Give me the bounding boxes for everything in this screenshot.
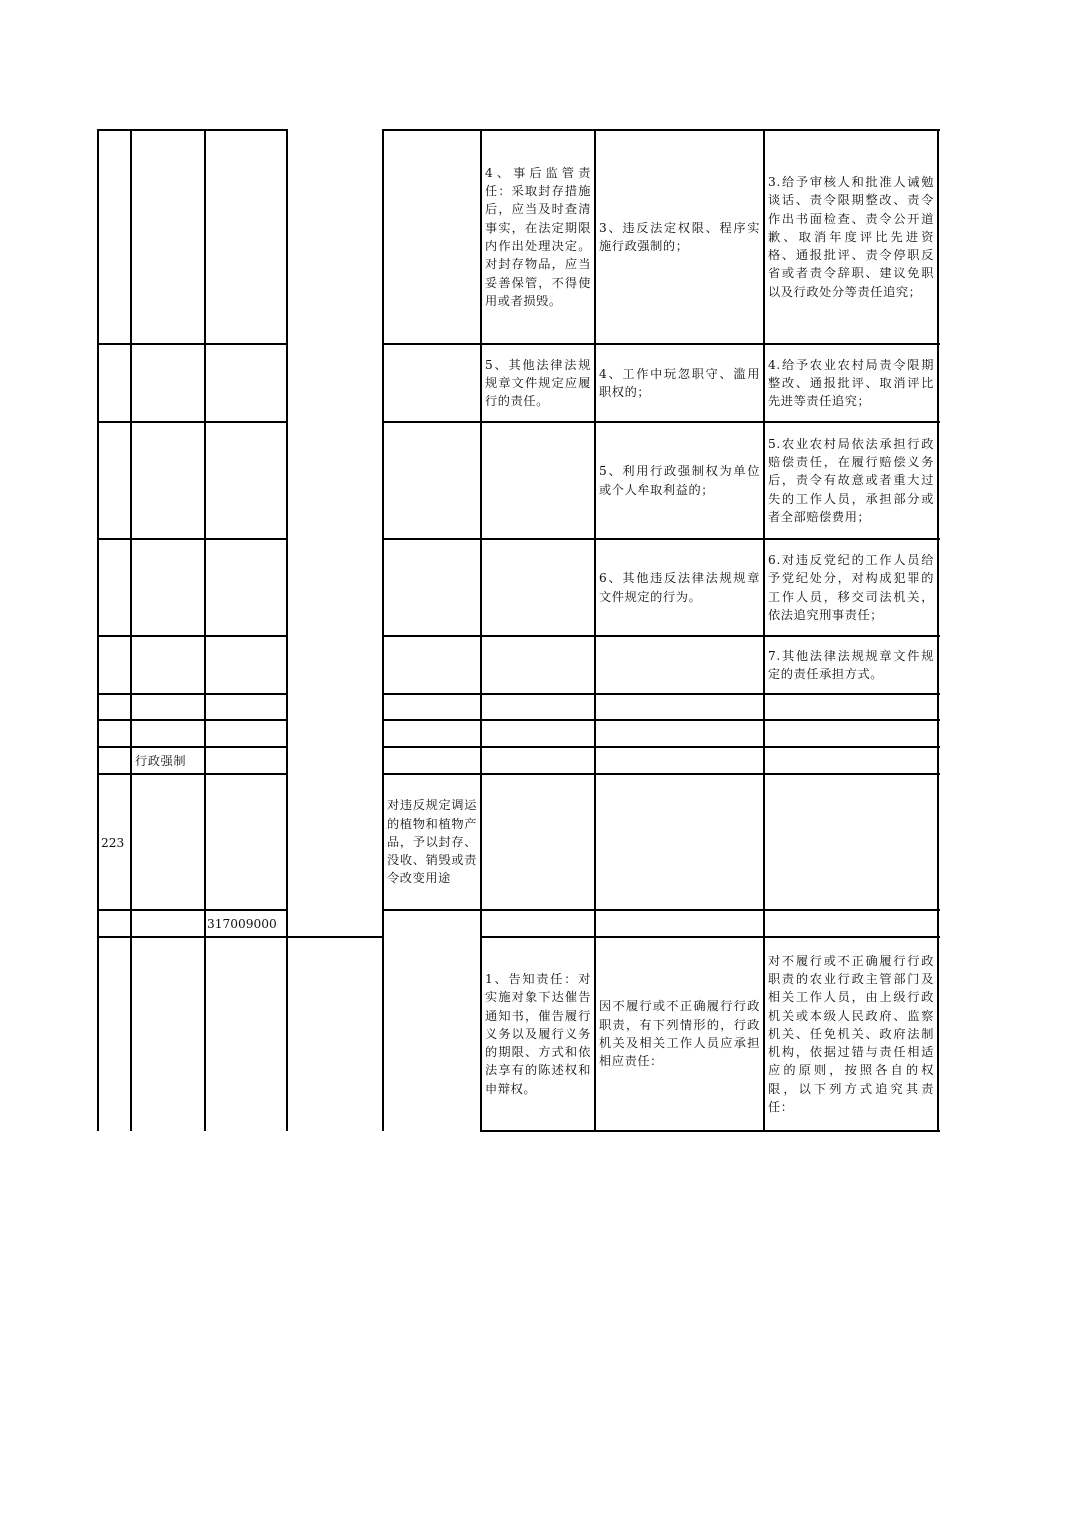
cell-text: 4.给予农业农村局责令限期整改、通报批评、取消评比先进等责任追究； [768, 357, 934, 409]
cell-r3-c7 [596, 423, 763, 538]
cell-r2-c7 [596, 345, 763, 421]
cell-r1-c8 [765, 131, 937, 343]
grid-line [97, 635, 287, 637]
cell-text: 7.其他法律法规规章文件规定的责任承担方式。 [768, 648, 934, 681]
cell-text: 5.农业农村局依法承担行政赔偿责任，在履行赔偿义务后，责令有故意或者重大过失的工作人员，承担部分或者全部赔偿费用； [768, 436, 934, 524]
cell-text: 3、违反法定权限、程序实施行政强制的； [599, 220, 760, 253]
grid-line [937, 129, 939, 1132]
cell-text: 6、其他违反法律法规规章文件规定的行为。 [599, 571, 760, 604]
cell-text: 3.给予审核人和批准人诫勉谈话、责令限期整改、责令作出书面检查、责令公开道歉、取消年度评比先进资格、通报批评、责令停职反省或者责令辞职、建议免职以及行政处分等责任追究； [768, 174, 934, 299]
grid-line [382, 129, 384, 1131]
cell-text: 对不履行或不正确履行行政职责的农业行政主管部门及相关工作人员，由上级行政机关或本级人民政府、监察机关、任免机关、政府法制机构，依据过错与责任相适应的原则，按照各自的权限，以下列方式追究其责任： [768, 953, 934, 1115]
grid-line [97, 129, 99, 1131]
item-number: 223 [101, 836, 125, 850]
grid-line [130, 129, 132, 1131]
cell-text: 因不履行或不正确履行行政职责，有下列情形的，行政机关及相关工作人员应承担相应责任： [599, 999, 760, 1069]
grid-line [97, 343, 287, 345]
grid-line [383, 909, 940, 911]
cell-text: 1、告知责任：对实施对象下达催告通知书，催告履行义务以及履行义务的期限、方式和依法享有的陈述权和申辩权。 [485, 971, 591, 1096]
cell-r4-c7 [596, 540, 763, 635]
item-code: 317009000 [207, 917, 277, 931]
grid-line [97, 693, 287, 695]
grid-line [97, 746, 287, 748]
grid-line [97, 773, 287, 775]
grid-line [383, 693, 940, 695]
grid-line [97, 936, 384, 938]
cell-r11-c6 [482, 938, 594, 1130]
cell-text: 5、其他法律法规规章文件规定应履行的责任。 [485, 357, 591, 409]
cell-text: 6.对违反党纪的工作人员给予党纪处分，对构成犯罪的工作人员，移交司法机关，依法追究刑事责任； [768, 552, 934, 622]
cell-r2-c8 [765, 345, 937, 421]
grid-line [383, 719, 940, 721]
cell-r1-c6 [482, 131, 594, 343]
grid-line [383, 746, 940, 748]
grid-line [97, 909, 287, 911]
grid-line [97, 129, 287, 131]
cell-text: 5、利用行政强制权为单位或个人牟取利益的； [599, 464, 760, 497]
cell-r1-c7 [596, 131, 763, 343]
cell-r11-c7 [596, 938, 763, 1130]
cell-r5-c8 [765, 637, 937, 693]
cell-r2-c6 [482, 345, 594, 421]
grid-line [480, 1130, 940, 1132]
cell-text: 4、事后监管责任：采取封存措施后，应当及时查清事实，在法定期限内作出处理决定。对封存物品，应当妥善保管，不得使用或者损毁。 [485, 165, 591, 308]
cell-text: 4、工作中玩忽职守、滥用职权的； [599, 366, 760, 399]
category-label: 行政强制 [135, 754, 187, 768]
cell-r11-c8 [765, 938, 937, 1130]
cell-text: 对违反规定调运的植物和植物产品，予以封存、没收、销毁或责令改变用途 [387, 798, 477, 886]
cell-r9-c5 [384, 775, 480, 909]
grid-line [286, 129, 288, 1131]
grid-line [97, 719, 287, 721]
grid-line [97, 421, 287, 423]
cell-r3-c8 [765, 423, 937, 538]
cell-r4-c8 [765, 540, 937, 635]
grid-line [97, 538, 287, 540]
grid-line [204, 129, 206, 1131]
